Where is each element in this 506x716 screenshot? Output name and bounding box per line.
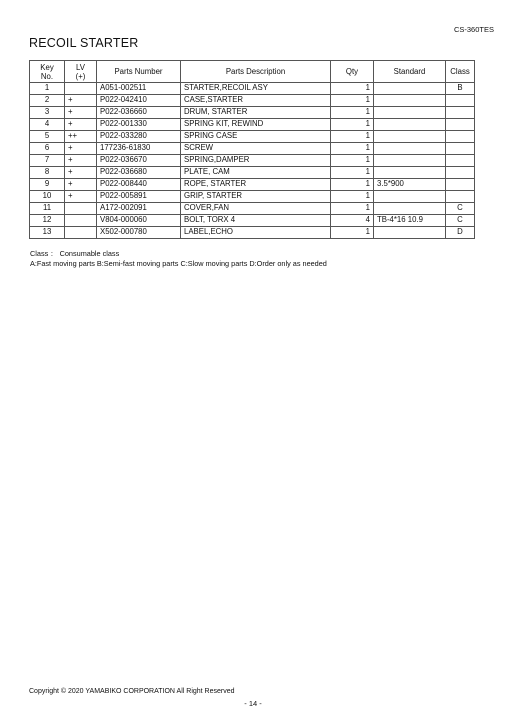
header-class: Class (446, 61, 475, 83)
part-number-cell: P022-001330 (97, 119, 181, 131)
standard-cell (374, 227, 446, 239)
qty-cell: 1 (331, 83, 374, 95)
header-parts-number: Parts Number (97, 61, 181, 83)
description-cell: STARTER,RECOIL ASY (181, 83, 331, 95)
table-row (30, 227, 475, 239)
table-row (30, 107, 475, 119)
qty-cell: 1 (331, 203, 374, 215)
standard-cell (374, 119, 446, 131)
table-row (30, 143, 475, 155)
key-no-cell: 12 (30, 215, 65, 227)
description-cell: CASE,STARTER (181, 95, 331, 107)
table-row (30, 131, 475, 143)
qty-cell: 1 (331, 131, 374, 143)
key-no-cell: 11 (30, 203, 65, 215)
class-cell (446, 155, 475, 167)
lv-cell (65, 215, 97, 227)
description-cell: BOLT, TORX 4 (181, 215, 331, 227)
class-legend-line: A:Fast moving parts B:Semi-fast moving parts C:Slow moving parts D:Order only as needed (30, 258, 327, 268)
standard-cell (374, 83, 446, 95)
qty-cell: 1 (331, 179, 374, 191)
lv-cell (65, 203, 97, 215)
key-no-cell: 2 (30, 95, 65, 107)
table-row (30, 83, 475, 95)
header-qty: Qty (331, 61, 374, 83)
class-cell (446, 107, 475, 119)
lv-cell: + (65, 143, 97, 155)
parts-table (29, 60, 475, 239)
key-no-cell: 4 (30, 119, 65, 131)
description-cell: DRUM, STARTER (181, 107, 331, 119)
table-row (30, 95, 475, 107)
part-number-cell: 177236-61830 (97, 143, 181, 155)
description-cell: SPRING CASE (181, 131, 331, 143)
description-cell: SPRING KIT, REWIND (181, 119, 331, 131)
description-cell: COVER,FAN (181, 203, 331, 215)
part-number-cell: P022-036660 (97, 107, 181, 119)
section-title: RECOIL STARTER (29, 36, 139, 50)
standard-cell (374, 191, 446, 203)
class-cell (446, 191, 475, 203)
lv-cell: + (65, 107, 97, 119)
lv-cell: ++ (65, 131, 97, 143)
lv-cell: + (65, 119, 97, 131)
qty-cell: 4 (331, 215, 374, 227)
key-no-cell: 7 (30, 155, 65, 167)
class-note-line: Class ： Consumable class (30, 249, 120, 258)
table-row (30, 155, 475, 167)
qty-cell: 1 (331, 107, 374, 119)
class-legend (30, 249, 327, 268)
table-row (30, 179, 475, 191)
class-cell: C (446, 215, 475, 227)
part-number-cell: P022-036670 (97, 155, 181, 167)
standard-cell: 3.5*900 (374, 179, 446, 191)
qty-cell: 1 (331, 95, 374, 107)
class-cell (446, 179, 475, 191)
standard-cell (374, 167, 446, 179)
key-no-cell: 3 (30, 107, 65, 119)
key-no-cell: 9 (30, 179, 65, 191)
qty-cell: 1 (331, 227, 374, 239)
part-number-cell: P022-033280 (97, 131, 181, 143)
key-no-cell: 1 (30, 83, 65, 95)
table-row (30, 167, 475, 179)
header-lv: LV (+) (65, 61, 97, 83)
standard-cell (374, 143, 446, 155)
standard-cell: TB-4*16 10.9 (374, 215, 446, 227)
doc-code: CS-360TES (453, 25, 494, 34)
header-key-no: Key No. (30, 61, 65, 83)
parts-table-body (30, 83, 475, 239)
description-cell: GRIP, STARTER (181, 191, 331, 203)
key-no-cell: 10 (30, 191, 65, 203)
part-number-cell: A051-002511 (97, 83, 181, 95)
class-cell (446, 167, 475, 179)
class-cell: C (446, 203, 475, 215)
part-number-cell: P022-008440 (97, 179, 181, 191)
qty-cell: 1 (331, 191, 374, 203)
class-cell (446, 95, 475, 107)
key-no-cell: 8 (30, 167, 65, 179)
qty-cell: 1 (331, 167, 374, 179)
description-cell: PLATE, CAM (181, 167, 331, 179)
table-row (30, 119, 475, 131)
lv-cell: + (65, 95, 97, 107)
class-cell (446, 119, 475, 131)
standard-cell (374, 107, 446, 119)
page-number: - 14 - (244, 699, 262, 708)
table-header-row (30, 61, 475, 83)
lv-cell: + (65, 167, 97, 179)
lv-cell: + (65, 191, 97, 203)
qty-cell: 1 (331, 155, 374, 167)
part-number-cell: P022-005891 (97, 191, 181, 203)
description-cell: ROPE, STARTER (181, 179, 331, 191)
part-number-cell: P022-042410 (97, 95, 181, 107)
copyright-footer: Copyright © 2020 YAMABIKO CORPORATION All Right Reserved (29, 688, 235, 695)
lv-cell (65, 227, 97, 239)
description-cell: SPRING,DAMPER (181, 155, 331, 167)
standard-cell (374, 95, 446, 107)
part-number-cell: X502-000780 (97, 227, 181, 239)
description-cell: LABEL,ECHO (181, 227, 331, 239)
table-row (30, 203, 475, 215)
table-row (30, 215, 475, 227)
lv-cell: + (65, 155, 97, 167)
header-standard: Standard (374, 61, 446, 83)
qty-cell: 1 (331, 143, 374, 155)
lv-cell (65, 83, 97, 95)
description-cell: SCREW (181, 143, 331, 155)
class-cell: D (446, 227, 475, 239)
qty-cell: 1 (331, 119, 374, 131)
header-parts-description: Parts Description (181, 61, 331, 83)
standard-cell (374, 155, 446, 167)
lv-cell: + (65, 179, 97, 191)
key-no-cell: 5 (30, 131, 65, 143)
class-cell (446, 143, 475, 155)
part-number-cell: A172-002091 (97, 203, 181, 215)
class-cell (446, 131, 475, 143)
part-number-cell: P022-036680 (97, 167, 181, 179)
standard-cell (374, 203, 446, 215)
class-cell: B (446, 83, 475, 95)
key-no-cell: 13 (30, 227, 65, 239)
part-number-cell: V804-000060 (97, 215, 181, 227)
table-row (30, 191, 475, 203)
standard-cell (374, 131, 446, 143)
key-no-cell: 6 (30, 143, 65, 155)
